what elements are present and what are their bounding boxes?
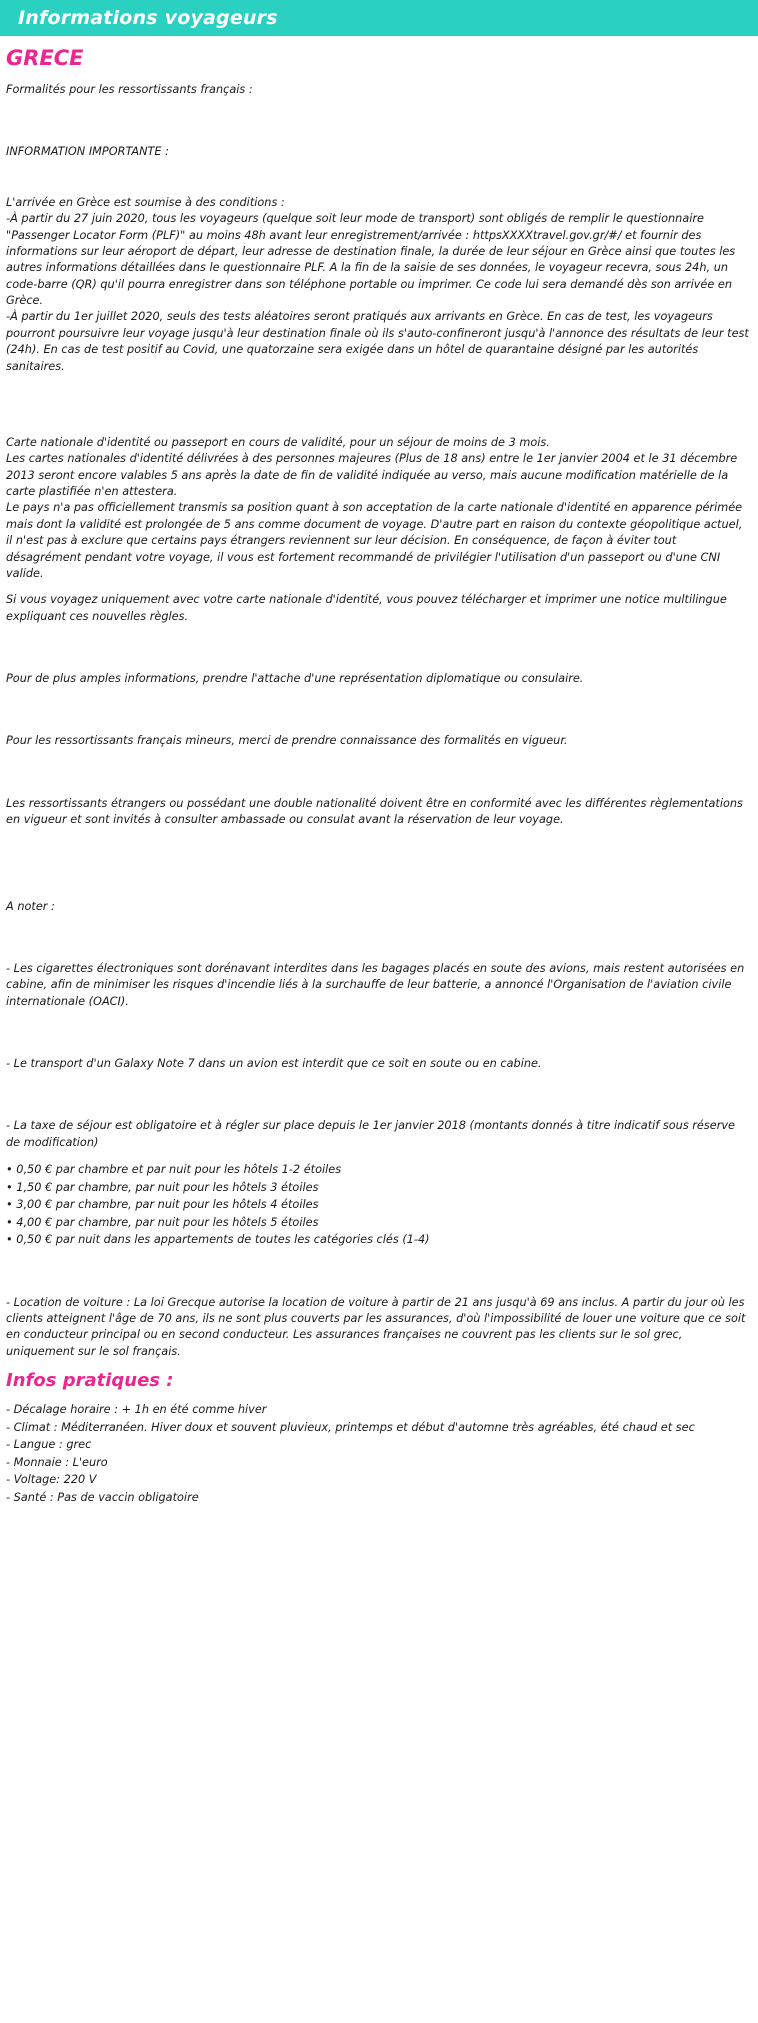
notes-item-2: - Le transport d'un Galaxy Note 7 dans un avion est interdit que ce soit en soute ou en cabine.	[6, 1057, 542, 1070]
infos-pratiques-item: - Voltage: 220 V	[6, 1473, 97, 1487]
tax-list-item: • 4,00 € par chambre, par nuit pour les hôtels 5 étoiles	[6, 1215, 319, 1229]
country-intro: Formalités pour les ressortissants français :	[6, 83, 253, 96]
page-header	[0, 0, 758, 36]
identity-paragraph-1: Carte nationale d'identité ou passeport en cours de validité, pour un séjour de moins de 3 mois.	[6, 435, 550, 449]
tax-list-item: • 1,50 € par chambre, par nuit pour les hôtels 3 étoiles	[6, 1180, 319, 1194]
notes-item-3: - La taxe de séjour est obligatoire et à régler sur place depuis le 1er janvier 2018 (montants donnés à titre indicatif sous réserve de modification)	[6, 1119, 736, 1149]
infos-pratiques-title: Infos pratiques :	[6, 1370, 174, 1392]
country-title: GRECE	[6, 46, 84, 70]
notes-heading: A noter :	[6, 899, 55, 913]
tax-list-item: • 3,00 € par chambre, par nuit pour les hôtels 4 étoiles	[6, 1198, 319, 1212]
important-heading: INFORMATION IMPORTANTE :	[6, 145, 169, 159]
page-title: Informations voyageurs	[18, 7, 278, 29]
important-paragraph-3: -À partir du 1er juillet 2020, seuls des tests aléatoires seront pratiqués aux arrivants en Grèce. En cas de test, les voyageurs pourront poursuivre leur voyage jusqu'à leur destination finale où ils s'auto-confineront jusqu'à l'annonce des résultats de leur test (24h). En cas de test positif au Covid, une quatorzaine sera exigée dans un hôtel de quarantaine désigné par les autorités sanitaires.	[6, 310, 749, 373]
identity-paragraph-2: Les cartes nationales d'identité délivrées à des personnes majeures (Plus de 18 ans) entre le 1er janvier 2004 et le 31 décembre 2013 seront encore valables 5 ans après la date de fin de validité indiquée au verso, mais aucune modification matérielle de la carte plastifiée n'en attestera.	[6, 452, 738, 498]
page-content	[0, 36, 758, 1516]
important-paragraph-2: -À partir du 27 juin 2020, tous les voyageurs (quelque soit leur mode de transport) sont obligés de remplir le questionnaire "Passenger Locator Form (PLF)" au moins 48h avant leur enregistrement/arrivée : httpsXXXXtravel.gov.gr/#/ et fournir des informations sur leur aéroport de départ, leur adresse de destination finale, la durée de leur séjour en Grèce ainsi que toutes les autres informations détaillées dans le questionnaire PLF. A la fin de la saisie de ses données, le voyageur recevra, sous 24h, un code-barre (QR) qu'il pourra enregistrer dans son téléphone portable ou imprimer. Ce code lui sera demandé dès son arrivée en Grèce.	[6, 212, 736, 307]
infos-pratiques-item: - Santé : Pas de vaccin obligatoire	[6, 1490, 199, 1504]
infos-pratiques-item: - Monnaie : L'euro	[6, 1455, 108, 1469]
advice-minors: Pour les ressortissants français mineurs, merci de prendre connaissance des formalités en vigueur.	[6, 734, 568, 748]
advice-diplomatic: Pour de plus amples informations, prendre l'attache d'une représentation diplomatique ou consulaire.	[6, 672, 584, 685]
advice-foreigners: Les ressortissants étrangers ou possédant une double nationalité doivent être en conformité avec les différentes règlementations en vigueur et sont invités à consulter ambassade ou consulat avant la réservation de leur voyage.	[6, 796, 743, 827]
notes-item-1: - Les cigarettes électroniques sont dorénavant interdites dans les bagages placés en soute des avions, mais restent autorisées en cabine, afin de minimiser les risques d'incendie liés à la surchauffe de leur batterie, a annoncé l'Organisation de l'aviation civile internationale (OACI).	[6, 961, 745, 1008]
infos-pratiques-item: - Langue : grec	[6, 1438, 92, 1452]
tax-list-item: • 0,50 € par chambre et par nuit pour les hôtels 1-2 étoiles	[6, 1163, 342, 1177]
identity-paragraph-3: Le pays n'a pas officiellement transmis sa position quant à son acceptation de la carte nationale d'identité en apparence périmée mais dont la validité est prolongée de 5 ans comme document de voyage. D'autre part en raison du contexte géopolitique actuel, il n'est pas à exclure que certains pays étrangers reviennent sur leur décision. En conséquence, de façon à éviter tout désagrément pendant votre voyage, il vous est fortement recommandé de privilégier l'utilisation d'un passeport ou d'une CNI valide.	[6, 501, 743, 580]
infos-pratiques-item: - Décalage horaire : + 1h en été comme hiver	[6, 1403, 267, 1417]
identity-notice: Si vous voyagez uniquement avec votre carte nationale d'identité, vous pouvez télécharger et imprimer une notice multilingue expliquant ces nouvelles règles.	[6, 593, 727, 623]
infos-pratiques-list	[6, 1401, 752, 1506]
tax-list	[6, 1161, 752, 1249]
car-rental-note: - Location de voiture : La loi Grecque autorise la location de voiture à partir de 21 ans jusqu'à 69 ans inclus. A partir du jour où les clients atteignent l'âge de 70 ans, ils ne sont plus couverts par les assurances, d'où l'impossibilité de louer une voiture que ce soit en conducteur principal ou en second conducteur. Les assurances françaises ne couvrent pas les clients sur le sol grec, uniquement sur le sol français.	[6, 1295, 746, 1358]
infos-pratiques-item: - Climat : Méditerranéen. Hiver doux et souvent pluvieux, printemps et début d'automne très agréables, été chaud et sec	[6, 1420, 695, 1434]
tax-list-item: • 0,50 € par nuit dans les appartements de toutes les catégories clés (1-4)	[6, 1233, 430, 1247]
important-paragraph-1: L'arrivée en Grèce est soumise à des conditions :	[6, 195, 285, 209]
